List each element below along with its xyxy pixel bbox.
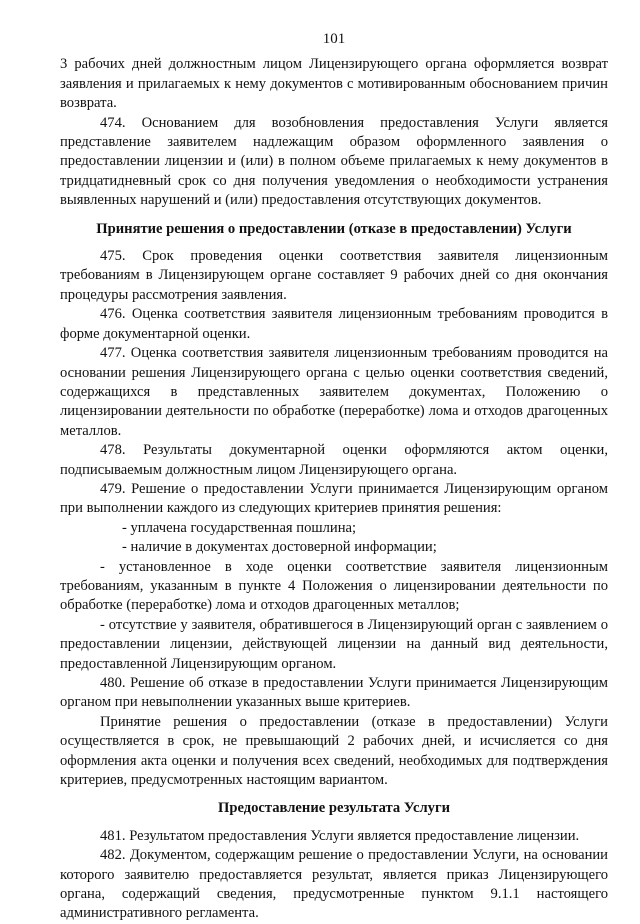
paragraph-478: 478. Результаты документарной оценки оформляются актом оценки, подписываемым должностным лицом Лицензирующего органа.	[60, 442, 608, 478]
paragraph-decision-timing: Принятие решения о предоставлении (отказе в предоставлении) Услуги осуществляется в срок, не превышающий 2 рабочих дней, и исчисляется со дня оформления акта оценки и получения всех сведений, необходимых для подтверждения критериев, предусмотренных настоящим вариантом.	[60, 713, 608, 789]
paragraph-475: 475. Срок проведения оценки соответствия заявителя лицензионным требованиям в Лицензирующем органе составляет 9 рабочих дней со дня окончания процедуры рассмотрения заявления.	[60, 248, 608, 303]
paragraph-476: 476. Оценка соответствия заявителя лицензионным требованиям проводится в форме документарной оценки.	[60, 306, 608, 342]
document-page	[60, 30, 608, 924]
criterion-item: - уплачена государственная пошлина;	[122, 519, 357, 536]
paragraph-480: 480. Решение об отказе в предоставлении Услуги принимается Лицензирующим органом при невыполнении указанных выше критериев.	[60, 675, 608, 711]
paragraph-477: 477. Оценка соответствия заявителя лицензионным требованиям проводится на основании решения Лицензирующего органа с целью оценки соответствия сведений, содержащихся в представленных заявителем документах, Положению о лицензировании деятельности по обработке (переработке) лома и отходов драгоценных металлов.	[60, 345, 608, 439]
section-heading-decision: Принятие решения о предоставлении (отказе в предоставлении) Услуги	[96, 220, 572, 237]
paragraph-479: 479. Решение о предоставлении Услуги принимается Лицензирующим органом при выполнении каждого из следующих критериев принятия решения:	[60, 480, 608, 517]
criterion-item: - установленное в ходе оценки соответствие заявителя лицензионным требованиям, указанным в пункте 4 Положения о лицензировании деятельности по обработке (переработке) лома и отходов драгоценных металлов;	[60, 558, 608, 614]
criterion-item: - отсутствие у заявителя, обратившегося в Лицензирующий орган с заявлением о предоставлении лицензии, действующей лицензии на данный вид деятельности, предоставленной Лицензирующим органом.	[60, 616, 608, 672]
criterion-item: - наличие в документах достоверной информации;	[122, 539, 437, 556]
page-number: 101	[322, 31, 346, 47]
paragraph-474: 474. Основанием для возобновления предоставления Услуги является представление заявителем надлежащим образом оформленного заявления о предоставлении лицензии и (или) в полном объеме прилагаемых к нему документов в тридцатидневный срок со дня получения уведомления о необходимости устранения выявленных нарушений и (или) предоставления отсутствующих документов.	[60, 114, 608, 209]
paragraph-482: 482. Документом, содержащим решение о предоставлении Услуги, на основании которого заявителю предоставляется результат, является приказ Лицензирующего органа, содержащий сведения, предусмотренные пунктом 9.1.1 настоящего административного регламента.	[60, 847, 608, 922]
paragraph-continued: 3 рабочих дней должностным лицом Лицензирующего органа оформляется возврат заявления и прилагаемых к нему документов с мотивированным обоснованием причин возврата.	[60, 56, 608, 112]
section-heading-result: Предоставление результата Услуги	[218, 800, 450, 817]
paragraph-481: 481. Результатом предоставления Услуги является предоставление лицензии.	[100, 827, 580, 844]
